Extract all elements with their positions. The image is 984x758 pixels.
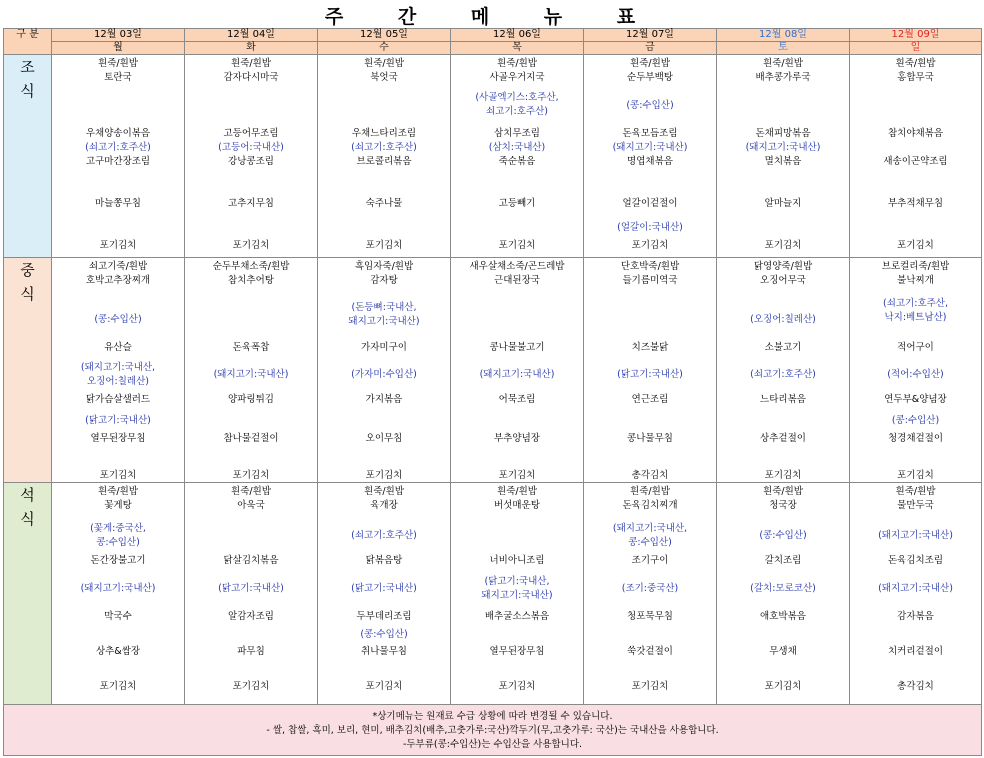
- menu-item: 흰죽/흰밥: [364, 486, 404, 498]
- menu-item: 흰죽/흰밥: [895, 58, 936, 70]
- menu-item: 고등빼기: [498, 198, 536, 210]
- menu-item: 배추콩가루국: [755, 72, 811, 84]
- menu-item: 포기김치: [897, 469, 934, 481]
- menu-item: 어묵조림: [498, 394, 536, 406]
- dinner-cell: [717, 483, 850, 705]
- origin-note: (고등어:국내산): [218, 142, 284, 154]
- breakfast-cell: [185, 55, 318, 258]
- menu-item: 흰죽/흰밥: [98, 486, 138, 498]
- origin-note: (가자미:수입산): [351, 369, 417, 380]
- gubun-header: 구 분: [4, 29, 52, 55]
- origin-note: (사골엑기스:호주산,: [475, 91, 559, 103]
- origin-note: (쇠고기:호주산): [351, 142, 417, 154]
- menu-item: 돈채피망볶음: [755, 128, 811, 140]
- menu-item: 흰죽/흰밥: [497, 486, 537, 498]
- menu-item: 흰죽/흰밥: [763, 58, 803, 70]
- date-cell: 12월 04일: [185, 29, 318, 42]
- dinner-cell: [52, 483, 185, 705]
- breakfast-cell: [451, 55, 584, 258]
- note-line: *상기메뉴는 원재료 수급 상황에 따라 변경될 수 있습니다.: [372, 711, 613, 723]
- date-cell: 12월 06일: [451, 29, 584, 42]
- menu-item: 버섯매운탕: [494, 500, 540, 512]
- date-cell: 12월 09일: [850, 29, 982, 42]
- menu-item: 돈육김치찌개: [622, 500, 678, 512]
- menu-item: 포기김치: [897, 240, 934, 252]
- weekday-cell: 토: [717, 42, 850, 55]
- origin-note: (쇠고기:호주산): [85, 142, 151, 154]
- menu-item: 흰죽/흰밥: [895, 486, 936, 498]
- breakfast-label: [4, 55, 52, 258]
- origin-note: (돼지고기:국내산): [612, 142, 688, 154]
- origin-note: (닭고기:국내산): [218, 582, 284, 594]
- menu-item: 취나물무침: [361, 645, 407, 657]
- lunch-cell: [717, 258, 850, 483]
- menu-item: 흰죽/흰밥: [231, 58, 271, 70]
- menu-item: 청포묵무침: [627, 610, 673, 622]
- meal-label-char: 식: [20, 285, 35, 304]
- menu-item: 포기김치: [99, 680, 137, 692]
- origin-note: 낙지:베트남산): [884, 311, 947, 323]
- menu-item: 브로콜리볶음: [356, 156, 412, 168]
- date-cell: 12월 05일: [318, 29, 451, 42]
- origin-note: (돼지고기:국내산,: [80, 362, 156, 373]
- origin-note: (돼지고기:국내산): [213, 369, 289, 380]
- origin-note: (적어:수입산): [887, 369, 944, 380]
- meal-label-char: 식: [20, 510, 35, 529]
- dinner-cell: [318, 483, 451, 705]
- menu-item: 순두부백탕: [627, 72, 673, 84]
- menu-item: 돈육모듬조림: [622, 128, 678, 140]
- menu-item: 단호박죽/흰밥: [620, 261, 680, 273]
- origin-note: (콩:수입산): [759, 529, 807, 541]
- menu-item: 새송이곤약조림: [883, 156, 948, 168]
- weekday-cell: 금: [584, 42, 717, 55]
- menu-item: 연근조림: [631, 394, 669, 406]
- origin-note: (돼지고기:국내산): [745, 142, 821, 154]
- menu-item: 흰죽/흰밥: [630, 58, 670, 70]
- meal-label-char: 식: [20, 82, 35, 101]
- menu-item: 포기김치: [764, 469, 802, 481]
- menu-item: 순두부채소죽/흰밥: [212, 261, 290, 273]
- dinner-row: [4, 483, 982, 705]
- menu-item: 포기김치: [232, 680, 270, 692]
- menu-item: 죽순볶음: [498, 156, 536, 168]
- menu-item: 명엽채볶음: [627, 156, 673, 168]
- menu-item: 상추&쌈장: [95, 645, 141, 657]
- origin-note: (쇠고기:호주산,: [883, 297, 948, 309]
- menu-item: 흰죽/흰밥: [497, 58, 537, 70]
- menu-item: 포기김치: [631, 240, 669, 252]
- origin-note: 돼지고기:국내산): [481, 589, 553, 601]
- breakfast-cell: [584, 55, 717, 258]
- menu-item: 콩나물불고기: [489, 342, 545, 354]
- origin-note: (꽃게:중국산,: [90, 522, 146, 534]
- menu-item: 우채양송이볶음: [85, 128, 151, 140]
- menu-item: 소불고기: [764, 342, 802, 354]
- date-header-row: [4, 29, 982, 42]
- menu-item: 유산슬: [104, 342, 132, 354]
- menu-item: 두부데리조림: [356, 610, 412, 622]
- menu-item: 마늘쫑무침: [95, 198, 141, 210]
- menu-item: 돈육김치조림: [887, 554, 944, 566]
- origin-note: (얼갈이:국내산): [617, 222, 683, 234]
- origin-note: (콩:수입산): [891, 415, 940, 427]
- menu-item: 감자탕: [370, 275, 398, 287]
- weekly-menu-table: [3, 28, 982, 756]
- origin-note: 콩:수입산): [628, 536, 672, 548]
- origin-note: (오징어:칠레산): [750, 314, 816, 326]
- dinner-cell: [451, 483, 584, 705]
- menu-item: 포기김치: [631, 680, 669, 692]
- menu-item: 오이무침: [365, 433, 403, 445]
- notes-cell: [4, 705, 982, 756]
- origin-note: (삼치:국내산): [488, 142, 546, 154]
- date-cell: 12월 08일: [717, 29, 850, 42]
- menu-item: 흰죽/흰밥: [630, 486, 670, 498]
- menu-item: 청국장: [769, 500, 797, 512]
- menu-item: 갈치조림: [764, 554, 802, 566]
- note-line: -두부류(콩:수입산)는 수입산을 사용합니다.: [402, 739, 583, 751]
- lunch-row: [4, 258, 982, 483]
- menu-item: 양파링튀김: [228, 394, 274, 406]
- weekday-cell: 목: [451, 42, 584, 55]
- menu-item: 포기김치: [764, 680, 802, 692]
- menu-item: 아욱국: [237, 500, 265, 512]
- weekday-cell: 일: [850, 42, 982, 55]
- menu-item: 브로컬리죽/흰밥: [881, 261, 950, 273]
- menu-item: 부추양념장: [494, 433, 540, 445]
- menu-item: 돈간장불고기: [90, 554, 146, 566]
- meal-label-char: 조: [20, 58, 35, 77]
- origin-note: (돼지고기:국내산): [80, 582, 156, 594]
- menu-item: 우채느타리조림: [351, 128, 417, 140]
- dinner-cell: [185, 483, 318, 705]
- menu-item: 파무침: [237, 645, 265, 657]
- menu-item: 포기김치: [99, 469, 137, 481]
- menu-item: 호박고추장찌개: [85, 275, 151, 287]
- origin-note: (닭고기:국내산): [351, 582, 417, 594]
- menu-item: 포기김치: [232, 469, 270, 481]
- menu-item: 참치추어탕: [228, 275, 274, 287]
- menu-item: 숙주나물: [365, 198, 403, 210]
- menu-item: 부추적채무침: [887, 198, 944, 210]
- dinner-label: [4, 483, 52, 705]
- menu-item: 강낭콩조림: [228, 156, 274, 168]
- dinner-cell: [584, 483, 717, 705]
- menu-item: 들기름미역국: [622, 275, 678, 287]
- origin-note: 콩:수입산): [96, 536, 140, 548]
- breakfast-cell: [850, 55, 982, 258]
- menu-item: 닭가슴살샐러드: [85, 394, 151, 406]
- lunch-cell: [318, 258, 451, 483]
- menu-item: 불낙찌개: [897, 275, 934, 287]
- breakfast-row: [4, 55, 982, 258]
- menu-item: 무생채: [769, 645, 797, 657]
- meal-label-char: 중: [20, 261, 35, 280]
- origin-note: (닭고기:국내산,: [484, 575, 550, 587]
- notes-row: [4, 705, 982, 756]
- menu-item: 포기김치: [365, 469, 403, 481]
- menu-item: 새우살채소죽/곤드레밥: [469, 261, 565, 273]
- lunch-cell: [52, 258, 185, 483]
- lunch-label: [4, 258, 52, 483]
- menu-item: 흑임자죽/흰밥: [354, 261, 414, 273]
- page-title: 주 간 메 뉴 표: [324, 6, 660, 28]
- menu-item: 연두부&양념장: [884, 394, 947, 406]
- menu-item: 고등어무조림: [223, 128, 279, 140]
- origin-note: (콩:수입산): [360, 629, 408, 641]
- menu-item: 포기김치: [99, 240, 137, 252]
- menu-item: 알감자조림: [228, 610, 274, 622]
- origin-note: (돈등뼈:국내산,: [351, 301, 417, 313]
- menu-item: 포기김치: [365, 680, 403, 692]
- weekday-cell: 수: [318, 42, 451, 55]
- menu-item: 포기김치: [365, 240, 403, 252]
- menu-item: 고구마간장조림: [85, 156, 151, 168]
- date-cell: 12월 07일: [584, 29, 717, 42]
- menu-item: 감자볶음: [897, 610, 934, 622]
- menu-item: 느타리볶음: [760, 394, 806, 406]
- weekday-cell: 화: [185, 42, 318, 55]
- menu-item: 육개장: [370, 500, 398, 512]
- weekday-cell: 월: [52, 42, 185, 55]
- menu-item: 막국수: [104, 610, 132, 622]
- origin-note: (돼지고기:국내산): [878, 529, 953, 541]
- origin-note: (쇠고기:호주산): [750, 369, 816, 380]
- menu-item: 열무된장무침: [489, 645, 545, 657]
- menu-item: 적어구이: [897, 342, 934, 354]
- menu-item: 근대된장국: [494, 275, 540, 287]
- note-line: - 쌀, 찹쌀, 흑미, 보리, 현미, 배추김치(배추,고춧가루:국산)깍두기(무,고춧가루: 국산)는 국내산을 사용합니다.: [266, 725, 719, 737]
- menu-item: 열무된장무침: [90, 433, 146, 445]
- menu-item: 흰죽/흰밥: [231, 486, 271, 498]
- origin-note: (돼지고기:국내산): [479, 369, 555, 380]
- breakfast-cell: [717, 55, 850, 258]
- menu-item: 삼치무조림: [494, 128, 540, 140]
- menu-item: 물만두국: [897, 500, 934, 512]
- menu-item: 꽃게탕: [104, 500, 132, 512]
- menu-item: 돈육폭찹: [232, 342, 270, 354]
- origin-note: (닭고기:국내산): [85, 415, 151, 427]
- menu-item: 얼갈이겉절이: [622, 198, 678, 210]
- menu-item: 쑥갓겉절이: [627, 645, 673, 657]
- menu-item: 사골우거지국: [489, 72, 545, 84]
- menu-item: 북엇국: [370, 72, 398, 84]
- meal-label-char: 석: [20, 486, 35, 505]
- menu-item: 오징어무국: [760, 275, 806, 287]
- menu-item: 조기구이: [631, 554, 669, 566]
- origin-note: (조기:중국산): [621, 582, 679, 594]
- menu-item: 청경채겉절이: [887, 433, 944, 445]
- menu-item: 쇠고기죽/흰밥: [88, 261, 148, 273]
- menu-item: 흰죽/흰밥: [763, 486, 803, 498]
- menu-item: 흰죽/흰밥: [364, 58, 404, 70]
- menu-item: 포기김치: [498, 469, 536, 481]
- origin-note: (돼지고기:국내산,: [612, 522, 688, 534]
- menu-item: 참나물겉절이: [223, 433, 279, 445]
- menu-item: 상추겉절이: [760, 433, 806, 445]
- menu-item: 가자미구이: [361, 342, 407, 354]
- menu-item: 콩나물무침: [627, 433, 673, 445]
- menu-item: 너비아니조림: [489, 554, 545, 566]
- menu-item: 애호박볶음: [760, 610, 806, 622]
- menu-item: 고추지무침: [228, 198, 274, 210]
- menu-item: 포기김치: [498, 240, 536, 252]
- menu-item: 총각김치: [631, 469, 669, 481]
- origin-note: (돼지고기:국내산): [878, 582, 953, 594]
- menu-item: 포기김치: [232, 240, 270, 252]
- origin-note: (갈치:모로코산): [750, 582, 816, 594]
- origin-note: 쇠고기:호주산): [486, 105, 548, 117]
- lunch-cell: [451, 258, 584, 483]
- menu-item: 포기김치: [764, 240, 802, 252]
- origin-note: (닭고기:국내산): [617, 369, 683, 380]
- menu-item: 닭살김치볶음: [223, 554, 279, 566]
- menu-item: 알마늘지: [764, 198, 802, 210]
- menu-item: 멸치볶음: [764, 156, 802, 168]
- origin-note: (콩:수입산): [626, 100, 674, 112]
- lunch-cell: [850, 258, 982, 483]
- menu-item: 참치야채볶음: [887, 128, 944, 140]
- menu-item: 가지볶음: [365, 394, 403, 406]
- menu-item: 홍합무국: [897, 72, 934, 84]
- menu-item: 포기김치: [498, 680, 536, 692]
- weekday-header-row: [4, 42, 982, 55]
- menu-item: 치즈불닭: [631, 342, 669, 354]
- menu-item: 흰죽/흰밥: [98, 58, 138, 70]
- menu-item: 토란국: [104, 72, 132, 84]
- lunch-cell: [185, 258, 318, 483]
- origin-note: (쇠고기:호주산): [351, 529, 417, 541]
- origin-note: 돼지고기:국내산): [348, 315, 420, 327]
- menu-item: 치커리겉절이: [887, 645, 944, 657]
- date-cell: 12월 03일: [52, 29, 185, 42]
- menu-item: 총각김치: [897, 680, 934, 692]
- menu-item: 닭영양죽/흰밥: [753, 261, 813, 273]
- dinner-cell: [850, 483, 982, 705]
- breakfast-cell: [52, 55, 185, 258]
- lunch-cell: [584, 258, 717, 483]
- breakfast-cell: [318, 55, 451, 258]
- origin-note: 오징어:칠레산): [87, 376, 149, 387]
- origin-note: (콩:수입산): [94, 314, 142, 326]
- menu-item: 닭볶음탕: [365, 554, 403, 566]
- menu-item: 배추굴소스볶음: [484, 610, 550, 622]
- menu-item: 감자다시마국: [223, 72, 279, 84]
